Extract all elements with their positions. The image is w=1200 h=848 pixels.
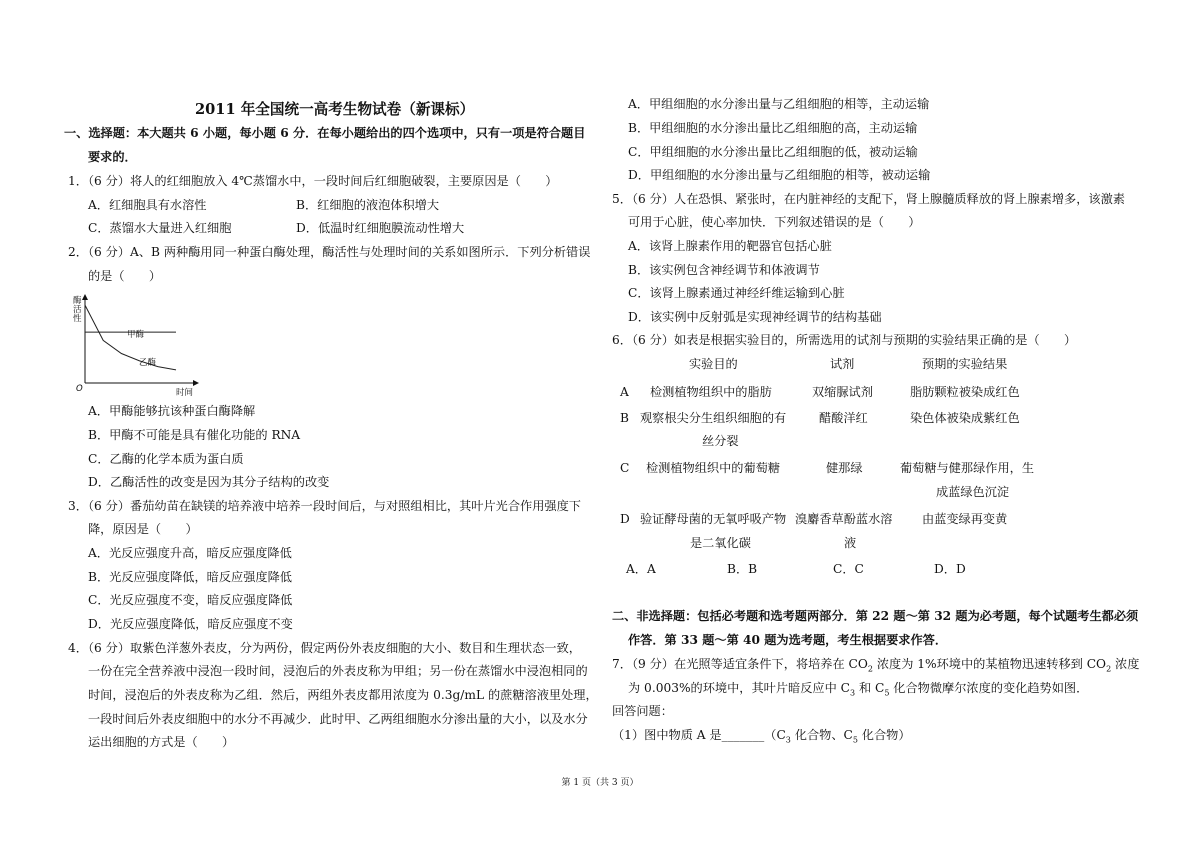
series-jia-label: 甲酶 xyxy=(127,330,145,340)
table-row-a-purpose: 检测植物组织中的脂肪 xyxy=(650,385,772,399)
table-row-c-reagent: 健那绿 xyxy=(826,461,863,475)
table-row-b-label: B xyxy=(620,411,629,425)
q2-stem-line1: 2．（6 分）A、B 两种酶用同一种蛋白酶处理，酶活性与处理时间的关系如图所示．下列分析错误 xyxy=(68,245,591,259)
page-title: 2011 年全国统一高考生物试卷（新课标） xyxy=(195,101,475,118)
q4-stem-line1: 4．（6 分）取紫色洋葱外表皮，分为两份，假定两份外表皮细胞的大小、数目和生理状态一致， xyxy=(68,641,581,655)
q3-option-a: A．光反应强度升高，暗反应强度降低 xyxy=(88,546,292,560)
q7-stem-part2: 浓度为 1%环境中的某植物迅速转移到 xyxy=(872,657,1087,671)
q2-option-a: A．甲酶能够抗该种蛋白酶降解 xyxy=(88,404,256,418)
q6-stem: 6．（6 分）如表是根据实验目的，所需选用的试剂与预期的实验结果正确的是（ ） xyxy=(612,333,1077,347)
section1-header-line1: 一、选择题：本大题共 6 小题，每小题 6 分．在每小题给出的四个选项中，只有一项是符合题目 xyxy=(64,126,586,140)
q2-option-c: C．乙酶的化学本质为蛋白质 xyxy=(88,452,244,466)
table-row-c-purpose: 检测植物组织中的葡萄糖 xyxy=(646,461,781,475)
table-row-c-result-line2: 成蓝绿色沉淀 xyxy=(936,485,1010,499)
q5-option-b: B．该实例包含神经调节和体液调节 xyxy=(628,263,820,277)
q4-option-a: A．甲组细胞的水分渗出量与乙组细胞的相等，主动运输 xyxy=(628,97,930,111)
table-header-result: 预期的实验结果 xyxy=(922,357,1008,371)
q4-option-d: D．甲组细胞的水分渗出量与乙组细胞的相等，被动运输 xyxy=(628,168,931,182)
table-row-d-label: D xyxy=(620,512,630,526)
q4-option-b: B．甲组细胞的水分渗出量比乙组细胞的高，主动运输 xyxy=(628,121,918,135)
table-row-a-result: 脂肪颗粒被染成红色 xyxy=(910,385,1020,399)
table-row-a-reagent: 双缩脲试剂 xyxy=(812,385,873,399)
q1-stem: 1．（6 分）将人的红细胞放入 4℃蒸馏水中，一段时间后红细胞破裂，主要原因是（ ） xyxy=(68,174,558,188)
table-header-reagent: 试剂 xyxy=(830,357,855,371)
table-row-a-label: A xyxy=(620,385,629,399)
co2-subscript-1: 2 xyxy=(867,664,873,674)
table-row-b-purpose-line1: 观察根尖分生组织细胞的有 xyxy=(640,411,787,425)
q6-option-c: C．C xyxy=(833,562,864,576)
q7-sub1 xyxy=(612,727,911,748)
q4-option-c: C．甲组细胞的水分渗出量比乙组细胞的低，被动运输 xyxy=(628,145,918,159)
q5-stem-line1: 5．（6 分）人在恐惧、紧张时，在内脏神经的支配下，肾上腺髓质释放的肾上腺素增多，该激素 xyxy=(612,192,1125,206)
q5-option-a: A．该肾上腺素作用的靶器官包括心脏 xyxy=(628,239,832,253)
table-row-d-result: 由蓝变绿再变黄 xyxy=(922,512,1008,526)
q4-stem-line2: 一份在完全营养液中浸泡一段时间，浸泡后的外表皮称为甲组；另一份在蒸馏水中浸泡相同的 xyxy=(88,664,588,678)
table-header-purpose: 实验目的 xyxy=(689,357,738,371)
y-axis-label-1: 酶 xyxy=(73,296,82,306)
q1-option-c: C．蒸馏水大量进入红细胞 xyxy=(88,221,232,235)
q5-option-c: C．该肾上腺素通过神经纤维运输到心脏 xyxy=(628,286,845,300)
x-axis-label: 时间 xyxy=(176,388,194,398)
c5-subscript: 5 xyxy=(884,688,890,698)
c3-subscript-2: 3 xyxy=(785,735,791,745)
q5-option-d: D．该实例中反射弧是实现神经调节的结构基础 xyxy=(628,310,882,324)
q7-stem-part3: 浓度 xyxy=(1111,657,1140,671)
y-axis-label-2: 活 xyxy=(73,305,82,315)
q4-stem-line3: 时间，浸泡后的外表皮称为乙组．然后，两组外表皮都用浓度为 0.3g/mL 的蔗糖溶液里处理， xyxy=(88,688,598,702)
origin-label: O xyxy=(76,384,83,394)
table-row-c-label: C xyxy=(620,461,630,475)
q6-option-a: A．A xyxy=(626,562,656,576)
q7-sub1-part1: （1）图中物质 A 是_______（C xyxy=(612,728,786,742)
page-footer: 第 1 页（共 3 页） xyxy=(561,778,639,788)
series-yi-label: 乙酶 xyxy=(139,358,157,368)
q7-stem-line2 xyxy=(628,680,1088,701)
q7-sub1-part3: 化合物） xyxy=(857,728,911,742)
q3-stem-line2: 降，原因是（ ） xyxy=(88,522,198,536)
q7-line2-part3: 化合物微摩尔浓度的变化趋势如图． xyxy=(889,681,1089,695)
enzyme-activity-figure xyxy=(72,293,202,399)
q3-option-d: D．光反应强度降低，暗反应强度不变 xyxy=(88,617,293,631)
table-row-d-purpose-line1: 验证酵母菌的无氧呼吸产物 xyxy=(640,512,787,526)
section1-header-line2: 要求的． xyxy=(88,150,137,164)
q7-line2-part1: 为 0.003%的环境中，其叶片暗反应中 C xyxy=(628,681,850,695)
q1-option-a: A．红细胞具有水溶性 xyxy=(88,198,207,212)
table-row-b-purpose-line2: 丝分裂 xyxy=(702,434,739,448)
table-row-d-reagent-line1: 溴麝香草酚蓝水溶 xyxy=(795,512,893,526)
q2-option-b: B．甲酶不可能是具有催化功能的 RNA xyxy=(88,428,301,442)
q4-stem-line5: 运出细胞的方式是（ ） xyxy=(88,735,235,749)
q1-option-d: D．低温时红细胞膜流动性增大 xyxy=(296,221,465,235)
table-row-d-purpose-line2: 是二氧化碳 xyxy=(690,536,751,550)
co2-subscript-2: 2 xyxy=(1106,664,1112,674)
q2-option-d: D．乙酶活性的改变是因为其分子结构的改变 xyxy=(88,475,330,489)
table-row-b-reagent: 醋酸洋红 xyxy=(819,411,868,425)
c5-subscript-2: 5 xyxy=(852,735,858,745)
q3-option-b: B．光反应强度降低，暗反应强度降低 xyxy=(88,570,292,584)
q5-stem-line2: 可用于心脏，使心率加快．下列叙述错误的是（ ） xyxy=(628,215,921,229)
q4-stem-line4: 一段时间后外表皮细胞中的水分不再减少．此时甲、乙两组细胞水分渗出量的大小，以及水分 xyxy=(88,712,588,726)
q7-sub1-part2: 化合物、C xyxy=(790,728,853,742)
section2-header-line2: 作答．第 33 题～第 40 题为选考题，考生根据要求作答． xyxy=(628,633,948,647)
table-row-d-reagent-line2: 液 xyxy=(844,536,857,550)
q6-option-b: B．B xyxy=(727,562,758,576)
y-axis-label-3: 性 xyxy=(73,314,82,324)
section2-header-line1: 二、非选择题：包括必考题和选考题两部分．第 22 题～第 32 题为必考题，每个试题考生都必须 xyxy=(612,609,1139,623)
q6-option-d: D．D xyxy=(934,562,966,576)
q7-stem-line1 xyxy=(612,656,1139,677)
q3-option-c: C．光反应强度不变，暗反应强度降低 xyxy=(88,593,293,607)
table-row-c-result-line1: 葡萄糖与健那绿作用，生 xyxy=(900,461,1035,475)
q7-line2-part2: 和 C xyxy=(855,681,885,695)
q1-option-b: B．红细胞的液泡体积增大 xyxy=(296,198,440,212)
co2-text-1: CO xyxy=(848,657,868,671)
q3-stem-line1: 3．（6 分）番茄幼苗在缺镁的培养液中培养一段时间后，与对照组相比，其叶片光合作用强度下 xyxy=(68,499,581,513)
c3-subscript: 3 xyxy=(849,688,856,698)
table-row-b-result: 染色体被染成紫红色 xyxy=(910,411,1020,425)
q7-answer-prompt: 回答问题： xyxy=(612,704,673,718)
q7-stem-part1: 7．（9 分）在光照等适宜条件下，将培养在 xyxy=(612,657,849,671)
q2-stem-line2: 的是（ ） xyxy=(88,269,162,283)
co2-text-2: CO xyxy=(1086,657,1107,671)
